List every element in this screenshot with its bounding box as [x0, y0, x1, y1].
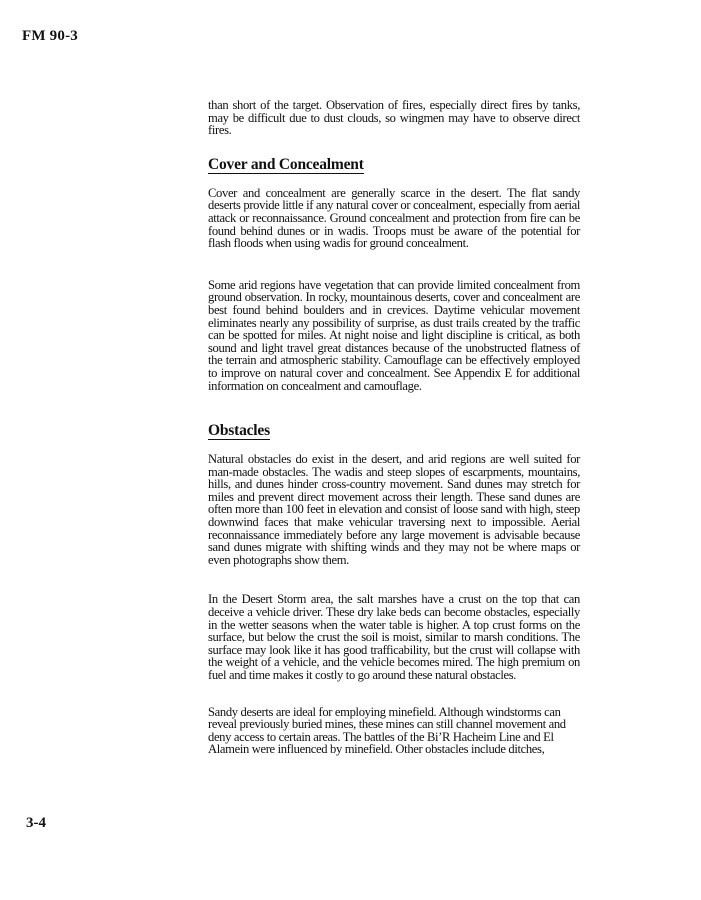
cover-section [208, 156, 580, 392]
obstacles-section [208, 422, 580, 756]
obstacles-paragraph-3: Sandy deserts are ideal for employing minefield. Although windstorms can reveal previously buried mines, these mines can still channel movement and deny access to certain areas. The battles of the Bi’R Hacheim Line and El Alamein were influenced by minefield. Other obstacles include ditches, [208, 704, 566, 757]
cover-paragraph-2: Some arid regions have vegetation that can provide limited concealment from ground observation. In rocky, mountainous deserts, cover and concealment are best found behind boulders and in crevices. Daytime vehicular movement eliminates nearly any possibility of surprise, as dust trails created by the traffic can be spotted for miles. At night noise and light discipline is critical, as both sound and light travel great distances because of the unobstructed flatness of the terrain and atmospheric stability. Camouflage can be effectively employed to improve on natural cover and concealment. See Appendix E for additional information on concealment and camouflage. [208, 277, 580, 393]
obstacles-paragraph-2: In the Desert Storm area, the salt marshes have a crust on the top that can deceive a vehicle driver. These dry lake beds can become obstacles, especially in the wetter seasons when the water table is higher. A top crust forms on the surface, but below the crust the soil is moist, similar to marsh conditions. The surface may look like it has good trafficability, but the crust will collapse with the weight of a vehicle, and the vehicle becomes mired. The high premium on fuel and time makes it costly to go around these natural obstacles. [208, 592, 580, 682]
page-body [208, 99, 580, 756]
page-number-footer: 3-4 [26, 815, 46, 831]
cover-paragraph-1: Cover and concealment are generally scarce in the desert. The flat sandy deserts provide little if any natural cover or concealment, especially from aerial attack or reconnaissance. Ground concealment and protection from fire can be found behind dunes or in wadis. Troops must be aware of the potential for flash floods when using wadis for ground concealment. [208, 185, 580, 251]
obstacles-heading: Obstacles [208, 422, 270, 440]
obstacles-paragraph-1: Natural obstacles do exist in the desert, and arid regions are well suited for man-made obstacles. The wadis and steep slopes of escarpments, mountains, hills, and dunes hinder cross-country movement. Sand dunes may stretch for miles and prevent direct movement across their length. These sand dunes are often more than 100 feet in elevation and consist of loose sand with high, steep downwind faces that make vehicular traversing next to impossible. Aerial reconnaissance immediately before any large movement is advisable because sand dunes migrate with shifting winds and they may not be where maps or even photographs show them. [208, 452, 580, 567]
intro-paragraph: than short of the target. Observation of fires, especially direct fires by tanks, may be difficult due to dust clouds, so wingmen may have to observe direct fires. [208, 98, 580, 138]
document-id-header: FM 90-3 [22, 28, 78, 44]
cover-heading: Cover and Concealment [208, 155, 364, 173]
